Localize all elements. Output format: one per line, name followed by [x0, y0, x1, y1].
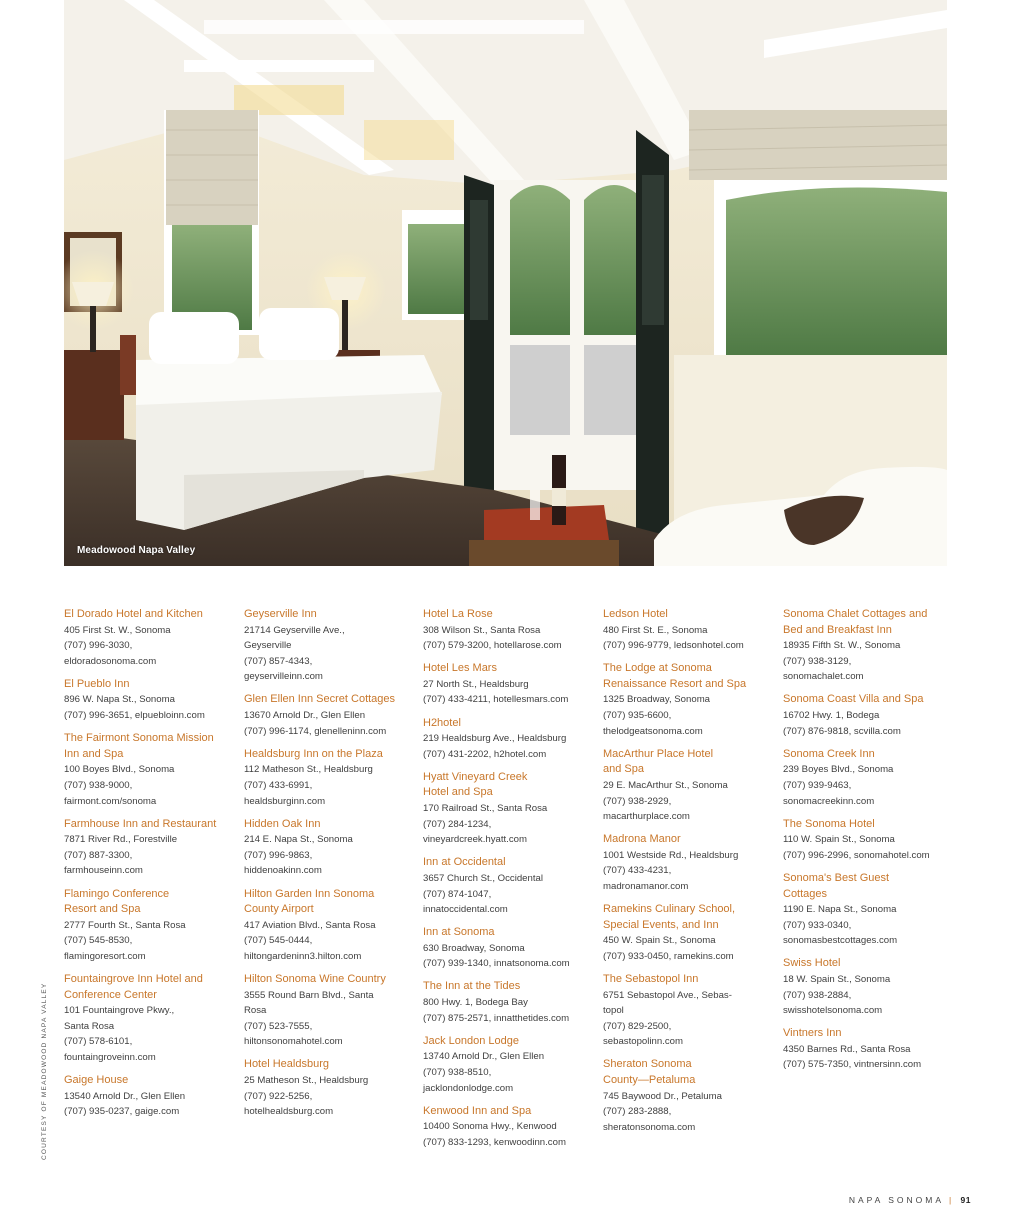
- listing-column-1: [64, 607, 236, 1127]
- hotel-detail: (707) 545-0444,: [244, 935, 313, 947]
- hotel-detail: (707) 996-1174, glenelleninn.com: [244, 725, 387, 737]
- listing-entry: [64, 677, 236, 724]
- hotel-detail: (707) 887-3300,: [64, 849, 133, 861]
- hotel-name: Sonoma's Best Guest: [783, 871, 890, 884]
- hotel-detail: 1325 Broadway, Sonoma: [603, 694, 711, 706]
- hotel-name: and Spa: [603, 763, 644, 776]
- hotel-detail: (707) 933-0450, ramekins.com: [603, 950, 734, 962]
- hotel-name: Gaige House: [64, 1074, 129, 1087]
- hotel-detail: (707) 875-2571, innatthetides.com: [423, 1012, 570, 1024]
- hotel-name: El Dorado Hotel and Kitchen: [64, 608, 203, 620]
- hotel-name: Hotel Healdsburg: [244, 1058, 329, 1071]
- hotel-detail: hotelhealdsburg.com: [244, 1106, 334, 1118]
- hotel-name: The Sonoma Hotel: [783, 817, 875, 830]
- hotel-detail: hiltonsonomahotel.com: [244, 1036, 343, 1048]
- hotel-name: The Inn at the Tides: [423, 980, 521, 993]
- listing-entry: [783, 871, 955, 949]
- section-name: NAPA SONOMA: [848, 1195, 944, 1205]
- hotel-name: El Pueblo Inn: [64, 677, 130, 690]
- hotel-name: Jack London Lodge: [423, 1034, 520, 1047]
- hotel-name: Hotel Les Mars: [423, 662, 497, 675]
- hotel-detail: healdsburginn.com: [244, 795, 326, 807]
- hotel-detail: 13670 Arnold Dr., Glen Ellen: [244, 710, 366, 722]
- listing-entry: [64, 817, 236, 879]
- hotel-detail: sonomacreekinn.com: [783, 795, 875, 807]
- hotel-detail: 2777 Fourth St., Santa Rosa: [64, 919, 186, 931]
- hotel-name: Inn and Spa: [64, 747, 124, 760]
- hotel-detail: geyservilleinn.com: [244, 671, 323, 683]
- hotel-detail: (707) 575-7350, vintnersinn.com: [783, 1059, 922, 1071]
- hotel-detail: (707) 996-3030,: [64, 640, 133, 652]
- listing-entry: [603, 607, 775, 654]
- hotel-name: Hilton Garden Inn Sonoma: [244, 887, 375, 900]
- listing-entry: [244, 887, 416, 965]
- hotel-name: Sonoma Creek Inn: [783, 747, 875, 760]
- hotel-name: County—Petaluma: [603, 1074, 696, 1087]
- listing-entry: [783, 817, 955, 864]
- listing-entry: [64, 607, 236, 669]
- hotel-name: Bed and Breakfast Inn: [783, 623, 892, 636]
- listing-entry: [423, 1034, 595, 1096]
- hotel-detail: fairmont.com/sonoma: [64, 795, 157, 807]
- hotel-name: Hotel La Rose: [423, 608, 493, 620]
- listing-entry: [423, 925, 595, 972]
- listing-entry: [244, 972, 416, 1050]
- hotel-detail: 25 Matheson St., Healdsburg: [244, 1075, 369, 1087]
- listing-entry: [64, 972, 236, 1066]
- room-illustration: [64, 0, 947, 566]
- hotel-name: H2hotel: [423, 716, 461, 729]
- listing-column-3: [423, 607, 595, 1158]
- hotel-detail: (707) 545-8530,: [64, 935, 133, 947]
- hotel-detail: 18 W. Spain St., Sonoma: [783, 973, 891, 985]
- hotel-detail: 630 Broadway, Sonoma: [423, 942, 525, 954]
- hotel-name: Cottages: [783, 887, 828, 900]
- hotel-detail: (707) 876-9818, scvilla.com: [783, 725, 901, 737]
- listing-entry: [783, 1026, 955, 1073]
- hotel-name: Vintners Inn: [783, 1027, 842, 1040]
- hotel-detail: (707) 935-6600,: [603, 710, 672, 722]
- footer-separator: |: [948, 1195, 954, 1205]
- hotel-detail: (707) 431-2202, h2hotel.com: [423, 748, 547, 760]
- hotel-detail: (707) 433-4231,: [603, 865, 672, 877]
- photo-caption: Meadowood Napa Valley: [77, 545, 196, 556]
- hotel-detail: Geyserville: [244, 640, 292, 652]
- hotel-detail: (707) 996-3651, elpuebloinn.com: [64, 710, 205, 722]
- hotel-name: Sonoma Coast Villa and Spa: [783, 693, 924, 706]
- hotel-name: Healdsburg Inn on the Plaza: [244, 747, 383, 760]
- hotel-detail: 800 Hwy. 1, Bodega Bay: [423, 997, 528, 1009]
- hotel-detail: 405 First St. W., Sonoma: [64, 624, 171, 636]
- listing-entry: [603, 747, 775, 825]
- hotel-detail: (707) 938-2929,: [603, 795, 672, 807]
- listing-entry: [423, 770, 595, 848]
- hotel-detail: 214 E. Napa St., Sonoma: [244, 834, 353, 846]
- listing-entry: [603, 1057, 775, 1135]
- hotel-name: Special Events, and Inn: [603, 918, 719, 931]
- hotel-detail: (707) 433-6991,: [244, 779, 313, 791]
- hotel-detail: madronamanor.com: [603, 881, 689, 892]
- hotel-detail: sebastopolinn.com: [603, 1036, 683, 1048]
- hotel-detail: (707) 996-9863,: [244, 849, 313, 861]
- hotel-detail: (707) 938-2884,: [783, 989, 852, 1001]
- listing-entry: [64, 1073, 236, 1120]
- hotel-name: Hotel and Spa: [423, 786, 493, 799]
- listing-column-5: [783, 607, 955, 1081]
- lodging-listings: [64, 607, 964, 1167]
- listing-entry: [603, 902, 775, 964]
- hotel-name: Resort and Spa: [64, 903, 141, 916]
- hotel-detail: Santa Rosa: [64, 1020, 115, 1032]
- hotel-detail: Rosa: [244, 1005, 267, 1017]
- hotel-detail: 219 Healdsburg Ave., Healdsburg: [423, 733, 567, 745]
- hotel-detail: (707) 874-1047,: [423, 888, 492, 900]
- listing-entry: [783, 692, 955, 739]
- hotel-detail: 3555 Round Barn Blvd., Santa: [244, 989, 374, 1001]
- hotel-detail: 170 Railroad St., Santa Rosa: [423, 803, 548, 815]
- hotel-detail: (707) 938-3129,: [783, 655, 852, 667]
- hotel-detail: (707) 939-9463,: [783, 779, 852, 791]
- hotel-detail: (707) 833-1293, kenwoodinn.com: [423, 1136, 566, 1148]
- hotel-detail: (707) 996-2996, sonomahotel.com: [783, 849, 930, 861]
- hotel-name: Sonoma Chalet Cottages and: [783, 608, 928, 620]
- hotel-detail: 101 Fountaingrove Pkwy.,: [64, 1005, 175, 1017]
- listing-entry: [244, 607, 416, 685]
- hotel-name: Glen Ellen Inn Secret Cottages: [244, 693, 396, 706]
- hotel-detail: (707) 939-1340, innatsonoma.com: [423, 958, 570, 970]
- hotel-name: MacArthur Place Hotel: [603, 747, 714, 760]
- hotel-name: Ramekins Culinary School,: [603, 903, 736, 916]
- hotel-detail: 18935 Fifth St. W., Sonoma: [783, 640, 901, 652]
- hotel-name: Kenwood Inn and Spa: [423, 1104, 532, 1117]
- hotel-detail: sonomasbestcottages.com: [783, 935, 898, 947]
- hotel-detail: (707) 578-6101,: [64, 1036, 133, 1048]
- listing-entry: [64, 887, 236, 965]
- hotel-name: Sheraton Sonoma: [603, 1058, 692, 1071]
- hotel-name: Conference Center: [64, 988, 157, 1001]
- hotel-detail: 13740 Arnold Dr., Glen Ellen: [423, 1051, 545, 1063]
- photo-credit: COURTESY OF MEADOWOOD NAPA VALLEY: [41, 982, 48, 1160]
- hotel-room-photo: [64, 0, 947, 566]
- listing-entry: [603, 832, 775, 894]
- listing-entry: [64, 731, 236, 809]
- hotel-name: Renaissance Resort and Spa: [603, 677, 747, 690]
- hotel-detail: thelodgeatsonoma.com: [603, 725, 703, 737]
- hotel-name: County Airport: [244, 903, 314, 916]
- hotel-detail: sheratonsonoma.com: [603, 1121, 696, 1133]
- listing-entry: [423, 855, 595, 917]
- listing-entry: [603, 661, 775, 739]
- hotel-detail: (707) 857-4343,: [244, 655, 313, 667]
- hotel-name: Hidden Oak Inn: [244, 817, 321, 830]
- hotel-detail: (707) 938-9000,: [64, 779, 133, 791]
- hotel-detail: (707) 829-2500,: [603, 1020, 672, 1032]
- hotel-detail: 480 First St. E., Sonoma: [603, 624, 708, 636]
- page-footer: [849, 1195, 971, 1205]
- hotel-detail: hiddenoakinn.com: [244, 865, 322, 877]
- hotel-detail: 21714 Geyserville Ave.,: [244, 624, 345, 636]
- listing-entry: [244, 1057, 416, 1119]
- listing-entry: [783, 956, 955, 1018]
- hotel-detail: 745 Baywood Dr., Petaluma: [603, 1090, 722, 1102]
- hotel-detail: macarthurplace.com: [603, 811, 690, 823]
- hotel-detail: (707) 996-9779, ledsonhotel.com: [603, 640, 744, 652]
- hotel-name: Inn at Occidental: [423, 856, 506, 869]
- hotel-detail: (707) 922-5256,: [244, 1090, 313, 1102]
- hotel-detail: 16702 Hwy. 1, Bodega: [783, 710, 880, 722]
- hotel-name: Geyserville Inn: [244, 608, 317, 620]
- page-number: 91: [960, 1195, 971, 1205]
- hotel-detail: (707) 935-0237, gaige.com: [64, 1106, 180, 1118]
- hotel-detail: 27 North St., Healdsburg: [423, 678, 529, 690]
- hotel-detail: 239 Boyes Blvd., Sonoma: [783, 764, 894, 776]
- hotel-detail: (707) 284-1234,: [423, 818, 492, 830]
- hotel-name: The Lodge at Sonoma: [603, 662, 712, 675]
- hotel-detail: swisshotelsonoma.com: [783, 1005, 883, 1017]
- hotel-detail: 896 W. Napa St., Sonoma: [64, 694, 175, 706]
- hotel-detail: 450 W. Spain St., Sonoma: [603, 935, 716, 947]
- hotel-name: Hyatt Vineyard Creek: [423, 770, 528, 783]
- hotel-detail: (707) 579-3200, hotellarose.com: [423, 640, 562, 652]
- hotel-detail: 6751 Sebastopol Ave., Sebas-: [603, 989, 732, 1001]
- listing-entry: [423, 661, 595, 708]
- hotel-detail: hiltongardeninn3.hilton.com: [244, 950, 362, 962]
- hotel-detail: topol: [603, 1005, 624, 1017]
- hotel-name: Hilton Sonoma Wine Country: [244, 972, 386, 985]
- listing-entry: [244, 747, 416, 809]
- hotel-detail: 308 Wilson St., Santa Rosa: [423, 624, 541, 636]
- hotel-detail: 7871 River Rd., Forestville: [64, 834, 178, 846]
- listing-entry: [423, 716, 595, 763]
- listing-column-4: [603, 607, 775, 1143]
- listing-entry: [423, 979, 595, 1026]
- hotel-name: Flamingo Conference: [64, 887, 170, 900]
- hotel-detail: 417 Aviation Blvd., Santa Rosa: [244, 919, 376, 931]
- listing-entry: [244, 692, 416, 739]
- hotel-detail: 13540 Arnold Dr., Glen Ellen: [64, 1090, 186, 1102]
- hotel-detail: (707) 523-7555,: [244, 1020, 313, 1032]
- hotel-detail: 29 E. MacArthur St., Sonoma: [603, 779, 728, 791]
- hotel-detail: (707) 283-2888,: [603, 1106, 672, 1118]
- hotel-detail: 1190 E. Napa St., Sonoma: [783, 904, 897, 916]
- hotel-name: Ledson Hotel: [603, 608, 668, 620]
- listing-entry: [783, 747, 955, 809]
- hotel-detail: 4350 Barnes Rd., Santa Rosa: [783, 1043, 911, 1055]
- listing-entry: [423, 1104, 595, 1151]
- hotel-detail: 1001 Westside Rd., Healdsburg: [603, 849, 739, 861]
- hotel-detail: eldoradosonoma.com: [64, 655, 157, 667]
- hotel-name: Swiss Hotel: [783, 957, 841, 970]
- hotel-detail: 3657 Church St., Occidental: [423, 872, 543, 884]
- listing-entry: [783, 607, 955, 685]
- hotel-name: Madrona Manor: [603, 833, 681, 846]
- hotel-name: Inn at Sonoma: [423, 926, 495, 939]
- hotel-detail: innatoccidental.com: [423, 904, 508, 916]
- listing-entry: [603, 972, 775, 1050]
- listing-column-2: [244, 607, 416, 1127]
- hotel-detail: flamingoresort.com: [64, 950, 146, 962]
- hotel-detail: (707) 938-8510,: [423, 1066, 492, 1078]
- hotel-name: The Fairmont Sonoma Mission: [64, 732, 214, 745]
- listing-entry: [244, 817, 416, 879]
- hotel-name: Fountaingrove Inn Hotel and: [64, 972, 203, 985]
- hotel-detail: (707) 433-4211, hotellesmars.com: [423, 694, 569, 706]
- hotel-name: Farmhouse Inn and Restaurant: [64, 817, 217, 830]
- hotel-detail: sonomachalet.com: [783, 671, 864, 683]
- hotel-detail: 112 Matheson St., Healdsburg: [244, 764, 373, 776]
- hotel-detail: farmhouseinn.com: [64, 865, 143, 877]
- hotel-detail: jacklondonlodge.com: [423, 1082, 514, 1094]
- hotel-name: The Sebastopol Inn: [603, 972, 699, 985]
- hotel-detail: 100 Boyes Blvd., Sonoma: [64, 764, 175, 776]
- hotel-detail: vineyardcreek.hyatt.com: [423, 834, 527, 846]
- listing-entry: [423, 607, 595, 654]
- hotel-detail: 110 W. Spain St., Sonoma: [783, 834, 895, 846]
- hotel-detail: (707) 933-0340,: [783, 919, 852, 931]
- hotel-detail: fountaingroveinn.com: [64, 1051, 156, 1063]
- hotel-detail: 10400 Sonoma Hwy., Kenwood: [423, 1121, 557, 1133]
